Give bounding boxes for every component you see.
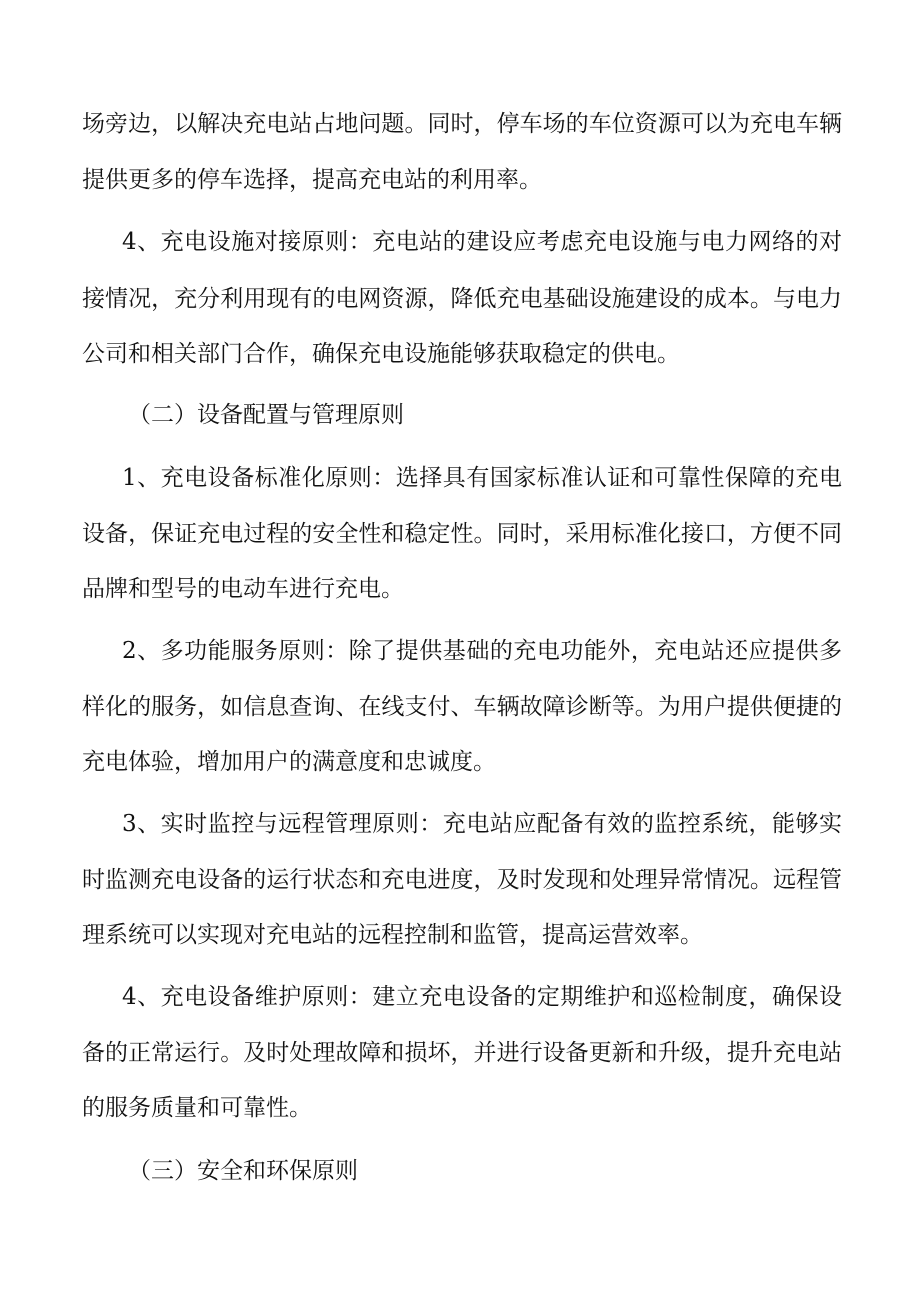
paragraph-line: 设备，保证充电过程的安全性和稳定性。同时，采用标准化接口，方便不同 — [82, 521, 842, 547]
paragraph-line: 时监测充电设备的运行状态和充电进度，及时发现和处理异常情况。远程管 — [82, 867, 842, 893]
paragraph-line: 样化的服务，如信息查询、在线支付、车辆故障诊断等。为用户提供便捷的 — [82, 694, 842, 720]
section-heading: （二）设备配置与管理原则 — [128, 402, 404, 428]
paragraph-line: 4、充电设施对接原则：充电站的建设应考虑充电设施与电力网络的对 — [122, 229, 842, 255]
paragraph-line: 公司和相关部门合作，确保充电设施能够获取稳定的供电。 — [82, 341, 680, 367]
paragraph-line: 理系统可以实现对充电站的远程控制和监管，提高运营效率。 — [82, 922, 703, 948]
paragraph-line: 2、多功能服务原则：除了提供基础的充电功能外，充电站还应提供多 — [122, 638, 842, 664]
paragraph-line: 1、充电设备标准化原则：选择具有国家标准认证和可靠性保障的充电 — [122, 465, 842, 491]
paragraph-line: 备的正常运行。及时处理故障和损坏，并进行设备更新和升级，提升充电站 — [82, 1040, 842, 1066]
paragraph-line: 接情况，充分利用现有的电网资源，降低充电基础设施建设的成本。与电力 — [82, 286, 842, 312]
paragraph-line: 充电体验，增加用户的满意度和忠诚度。 — [82, 749, 496, 775]
paragraph-line: 3、实时监控与远程管理原则：充电站应配备有效的监控系统，能够实 — [122, 811, 842, 837]
paragraph-line: 品牌和型号的电动车进行充电。 — [82, 576, 404, 602]
paragraph-line: 4、充电设备维护原则：建立充电设备的定期维护和巡检制度，确保设 — [122, 984, 842, 1010]
section-heading: （三）安全和环保原则 — [128, 1158, 358, 1184]
paragraph-line: 的服务质量和可靠性。 — [82, 1095, 312, 1121]
paragraph-line: 提供更多的停车选择，提高充电站的利用率。 — [82, 167, 542, 193]
paragraph-line: 场旁边，以解决充电站占地问题。同时，停车场的车位资源可以为充电车辆 — [82, 111, 842, 137]
